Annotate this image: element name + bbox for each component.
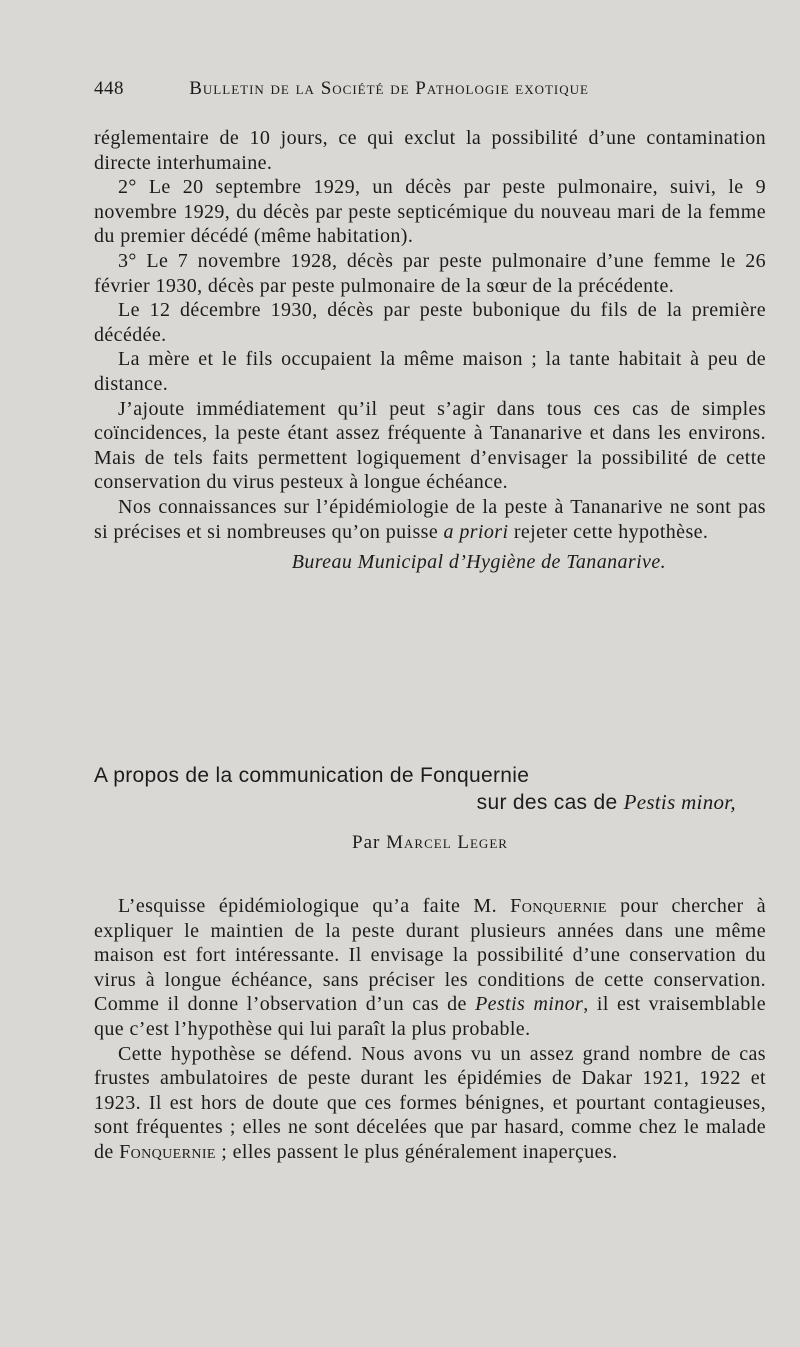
paragraph-text: rejeter cette hypothèse. xyxy=(508,520,709,543)
italic-phrase: Pestis minor xyxy=(475,993,584,1016)
paragraph-text: Nos connaissances sur l’épidémiologie de la peste à Tananarive ne sont pas si précises et si nombreuses qu’on puisse xyxy=(94,495,766,543)
paragraph: J’ajoute immédiatement qu’il peut s’agir dans tous ces cas de simples coïncidences, la peste étant assez fréquente à Tananarive et dans les environs. Mais de tels faits permettent logiquement d’envisager la possibilité de cette conservation du virus pesteux à longue échéance. xyxy=(94,397,766,494)
paragraph: réglementaire de 10 jours, ce qui exclut la possibilité d’une contamination directe interhumaine. xyxy=(94,127,766,174)
author-line xyxy=(94,832,766,854)
paragraph xyxy=(94,894,766,1042)
article-body xyxy=(94,894,766,1165)
person-name: Fonquernie xyxy=(510,895,607,917)
running-title: Bulletin de la Société de Pathologie exotique xyxy=(189,78,589,99)
running-header xyxy=(94,78,764,100)
signature: Bureau Municipal d’Hygiène de Tananarive. xyxy=(291,551,666,574)
person-name: Fonquernie xyxy=(119,1140,216,1163)
author-prefix: Par xyxy=(352,832,381,853)
paragraph-text: ; elles passent le plus généralement inaperçues. xyxy=(215,1140,618,1163)
title-italic: Pestis minor, xyxy=(623,790,736,814)
paragraph-text: L’esquisse épidémiologique qu’a faite M. xyxy=(118,895,511,917)
paragraph-text: , il est vraisemblable que c’est l’hypothèse qui lui paraît la plus probable. xyxy=(94,993,767,1040)
paragraph: 3° Le 7 novembre 1928, décès par peste pulmonaire d’une femme le 26 février 1930, décès par peste pulmonaire de la sœur de la précédente. xyxy=(94,249,766,297)
paragraph: La mère et le fils occupaient la même maison ; la tante habitait à peu de distance. xyxy=(94,348,766,395)
paragraph xyxy=(94,495,766,544)
author-name: Marcel Leger xyxy=(386,832,508,853)
section-continued-text xyxy=(94,126,766,575)
paragraph-text: Cette hypothèse se défend. Nous avons vu un assez grand nombre de cas frustes ambulatoires de peste durant les épidémies de Dakar 1921, 1922 et 1923. Il est hors de doute que ces formes bénignes, et pourtant contagieuses, sont fréquentes ; elles ne sont décelées que par hasard, comme chez le malade de xyxy=(94,1042,766,1163)
italic-phrase: a priori xyxy=(443,520,509,543)
paragraph: Le 12 décembre 1930, décès par peste bubonique du fils de la première décédée. xyxy=(94,299,766,346)
title-text: sur des cas de xyxy=(476,791,624,814)
title-line-1: A propos de la communication de Fonquernie xyxy=(94,764,530,787)
paragraph: 2° Le 20 septembre 1929, un décès par peste pulmonaire, suivi, le 9 novembre 1929, du décès par peste septicémique du nouveau mari de la femme du premier décédé (même habitation). xyxy=(94,176,766,248)
page-number: 448 xyxy=(94,78,124,99)
article-title xyxy=(94,763,766,816)
paragraph xyxy=(94,1042,766,1165)
title-line-2 xyxy=(94,789,766,816)
paragraph-text: pour chercher à expliquer le maintien de la peste durant plusieurs années dans une même maison est fort intéressante. Il envisage la possibilité d’une conservation du virus à longue échéance, sans préciser les conditions de cette conservation. Comme il donne l’observation d’un cas de xyxy=(94,895,766,1016)
